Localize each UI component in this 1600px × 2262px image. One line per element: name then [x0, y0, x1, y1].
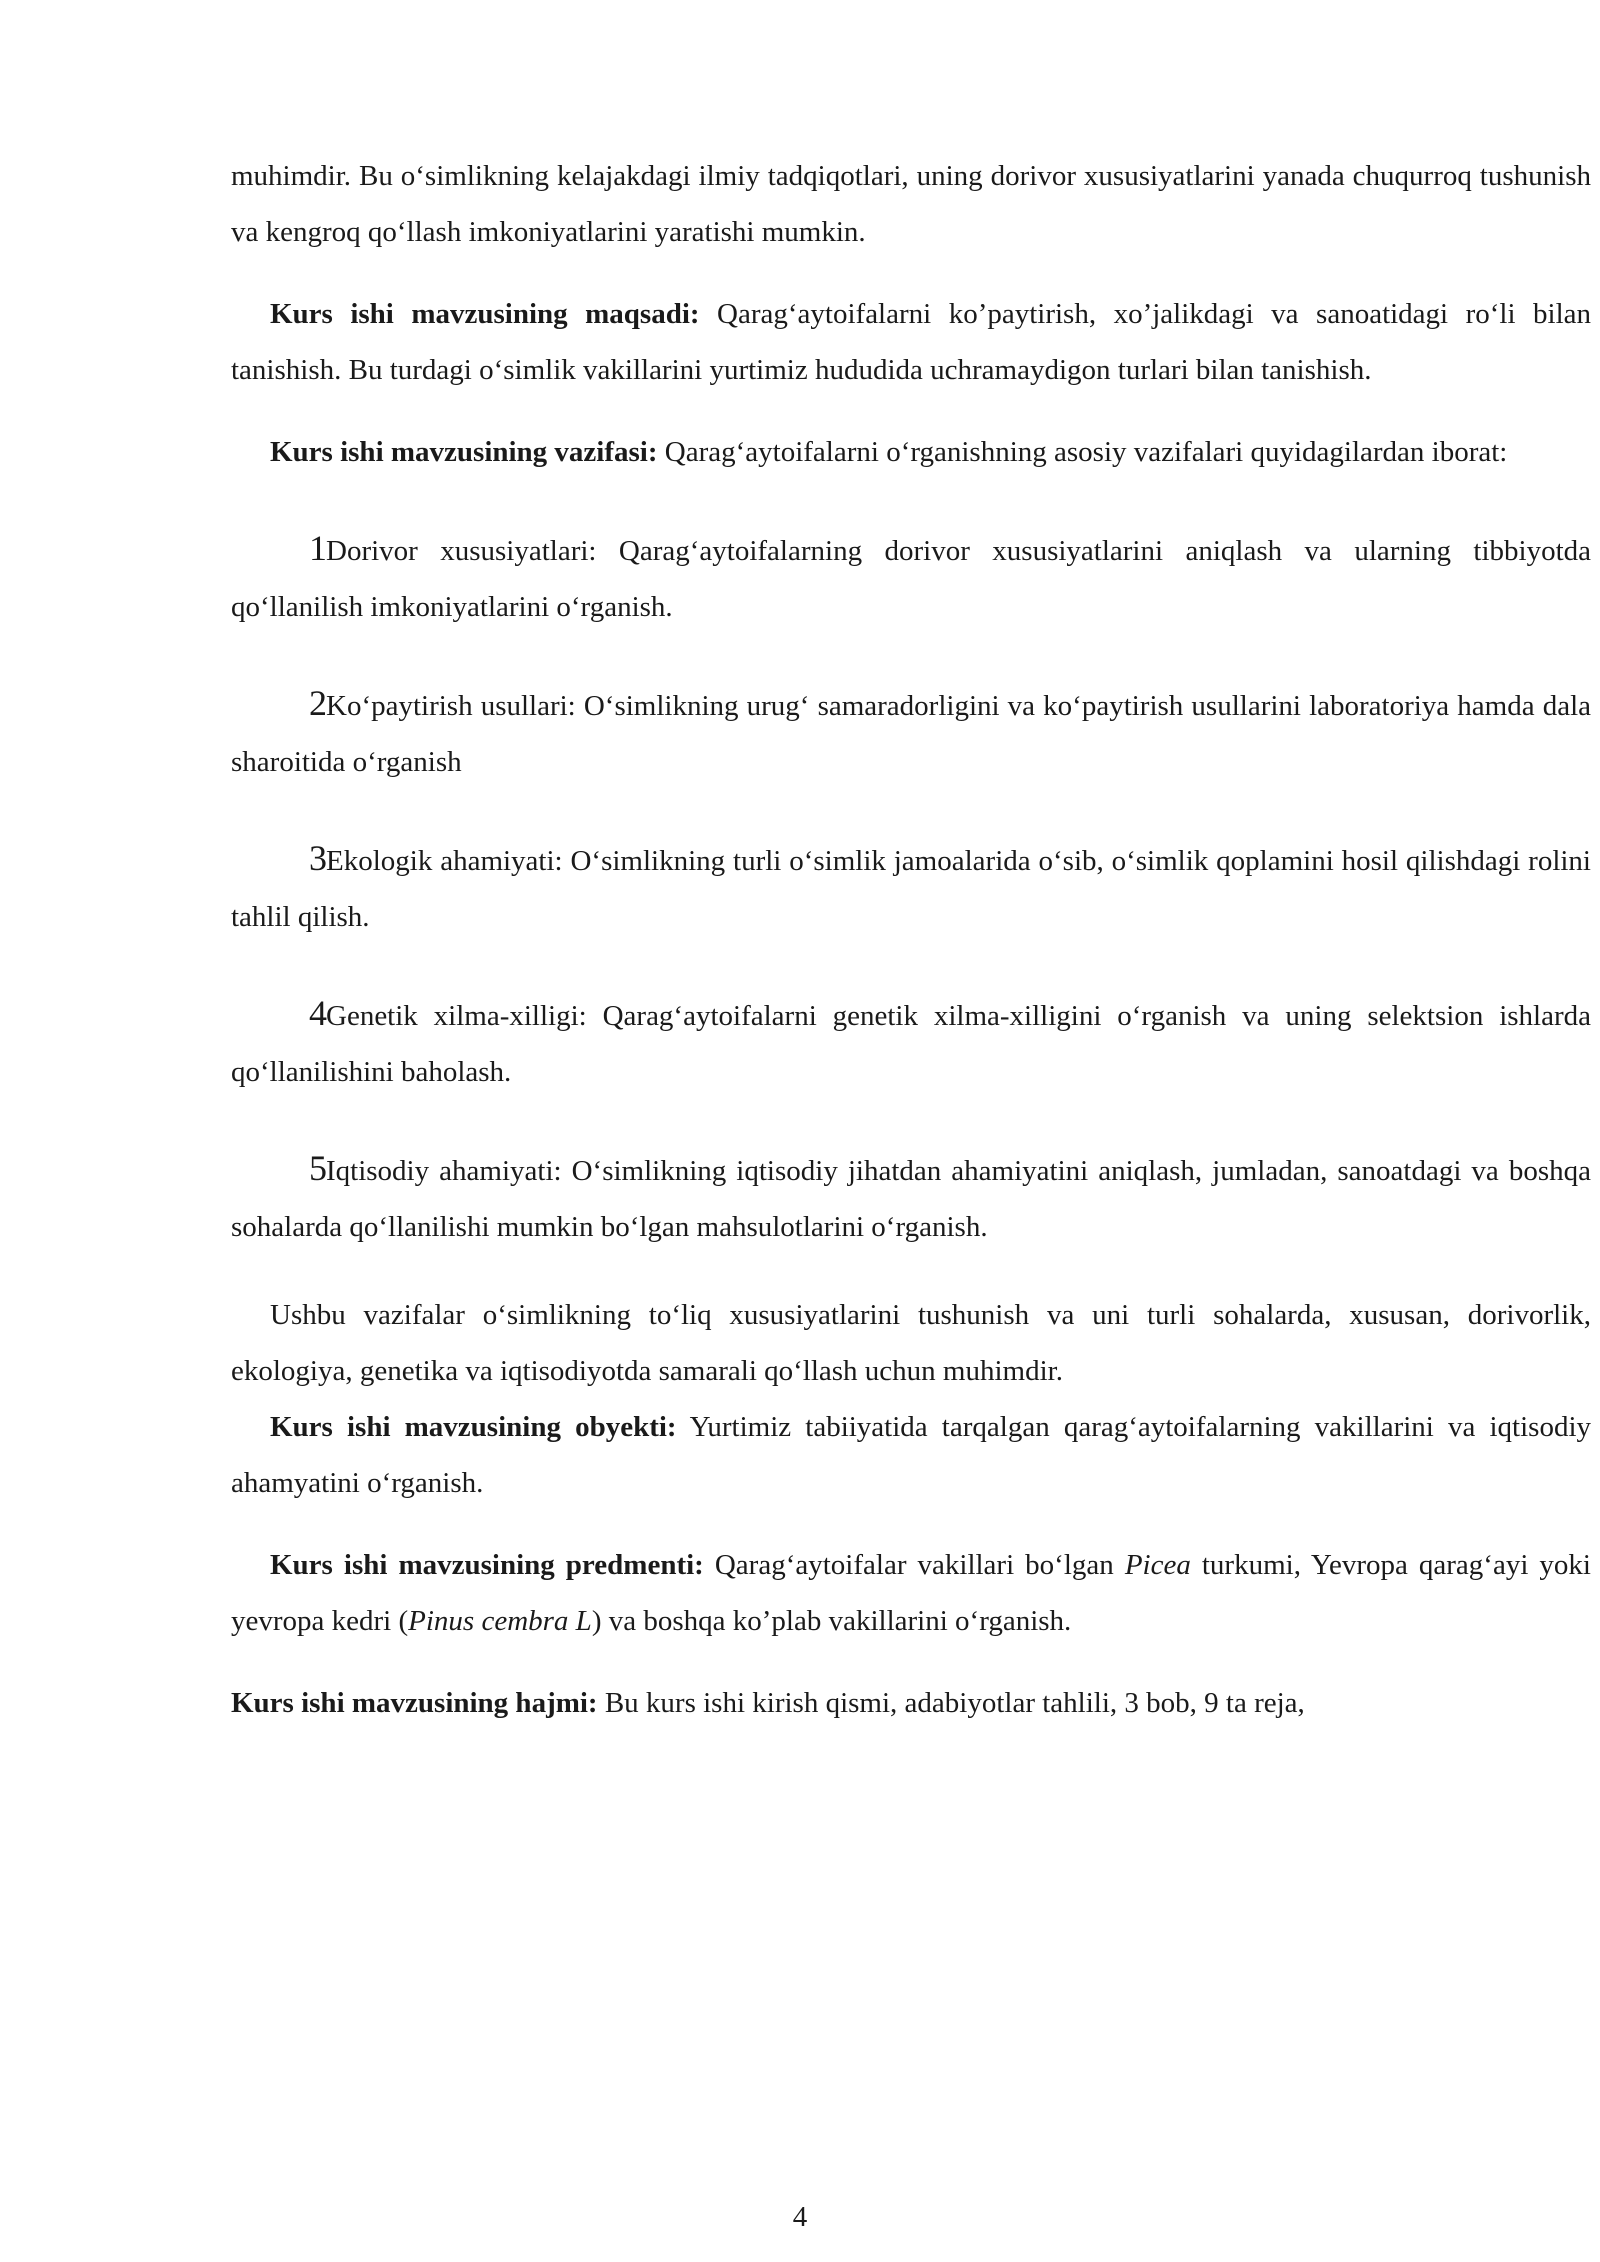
- volume-text: Bu kurs ishi kirish qismi, adabiyotlar tahlili, 3 bob, 9 ta reja,: [597, 1687, 1305, 1719]
- list-item-number: 2: [309, 683, 327, 723]
- list-item-number: 3: [309, 838, 327, 878]
- list-item-text: Ko‘paytirish usullari: O‘simlikning urug‘ samaradorligini va ko‘paytirish usullarini laboratoriya hamda dala sharoitida o‘rganish: [231, 690, 1591, 778]
- list-item: [231, 520, 1591, 635]
- list-item: [231, 1140, 1591, 1255]
- list-item-text: Iqtisodiy ahamiyati: O‘simlikning iqtisodiy jihatdan ahamiyatini aniqlash, jumladan, sanoatdagi va boshqa sohalarda qo‘llanilishi mumkin bo‘lgan mahsulotlarini o‘rganish.: [231, 1155, 1591, 1243]
- subject-text-middle: turkumi, Yevropa qarag‘ayi yoki yevropa kedri (: [231, 1549, 1591, 1637]
- document-page: [231, 148, 1591, 1731]
- object-paragraph: [231, 1399, 1591, 1511]
- list-item: [231, 675, 1591, 790]
- list-item-number: 1: [309, 528, 327, 568]
- summary-paragraph: Ushbu vazifalar o‘simlikning to‘liq xususiyatlarini tushunish va uni turli sohalarda, xususan, dorivorlik, ekologiya, genetika va iqtisodiyotda samarali qo‘llash uchun muhimdir.: [231, 1299, 1591, 1387]
- volume-paragraph: [231, 1675, 1591, 1731]
- object-label: Kurs ishi mavzusining obyekti:: [270, 1411, 677, 1443]
- list-item-number: 5: [309, 1148, 327, 1188]
- list-item: [231, 985, 1591, 1100]
- subject-paragraph: [231, 1537, 1591, 1649]
- volume-label: Kurs ishi mavzusining hajmi:: [231, 1687, 598, 1719]
- tasks-label: Kurs ishi mavzusining vazifasi:: [270, 436, 658, 468]
- tasks-text: Qarag‘aytoifalarni o‘rganishning asosiy vazifalari quyidagilardan iborat:: [657, 436, 1508, 468]
- page-number: 4: [792, 2201, 808, 2233]
- subject-text-after: ) va boshqa ko’plab vakillarini o‘rganish.: [591, 1605, 1072, 1637]
- list-item-text: Dorivor xususiyatlari: Qarag‘aytoifalarning dorivor xususiyatlarini aniqlash va ularning tibbiyotda qo‘llanilish imkoniyatlarini o‘rganish.: [231, 535, 1591, 623]
- subject-text-before: Qarag‘aytoifalar vakillari bo‘lgan: [703, 1549, 1125, 1581]
- goal-text: Qarag‘aytoifalarni ko’paytirish, xo’jalikdagi va sanoatidagi ro‘li bilan tanishish. Bu turdagi o‘simlik vakillarini yurtimiz hududida uchramaydigon turlari bilan tanishish.: [231, 298, 1591, 386]
- goal-label: Kurs ishi mavzusining maqsadi:: [270, 298, 700, 330]
- object-text: Yurtimiz tabiiyatida tarqalgan qarag‘aytoifalarning vakillarini va iqtisodiy ahamyatini o‘rganish.: [231, 1411, 1592, 1499]
- list-item-number: 4: [309, 993, 327, 1033]
- list-item: [231, 830, 1591, 945]
- goal-paragraph: [231, 286, 1591, 398]
- subject-label: Kurs ishi mavzusining predmenti:: [270, 1549, 704, 1581]
- list-item-text: Genetik xilma-xilligi: Qarag‘aytoifalarni genetik xilma-xilligini o‘rganish va uning selektsion ishlarda qo‘llanilishini baholash.: [231, 1000, 1591, 1088]
- tasks-paragraph: [231, 424, 1591, 480]
- list-item-text: Ekologik ahamiyati: O‘simlikning turli o‘simlik jamoalarida o‘sib, o‘simlik qoplamini hosil qilishdagi rolini tahlil qilish.: [231, 845, 1591, 933]
- subject-genus: Picea: [1124, 1549, 1191, 1581]
- intro-paragraph: muhimdir. Bu o‘simlikning kelajakdagi ilmiy tadqiqotlari, uning dorivor xususiyatlarini yanada chuqurroq tushunish va kengroq qo‘llash imkoniyatlarini yaratishi mumkin.: [231, 160, 1591, 248]
- subject-species: Pinus cembra L: [408, 1605, 592, 1637]
